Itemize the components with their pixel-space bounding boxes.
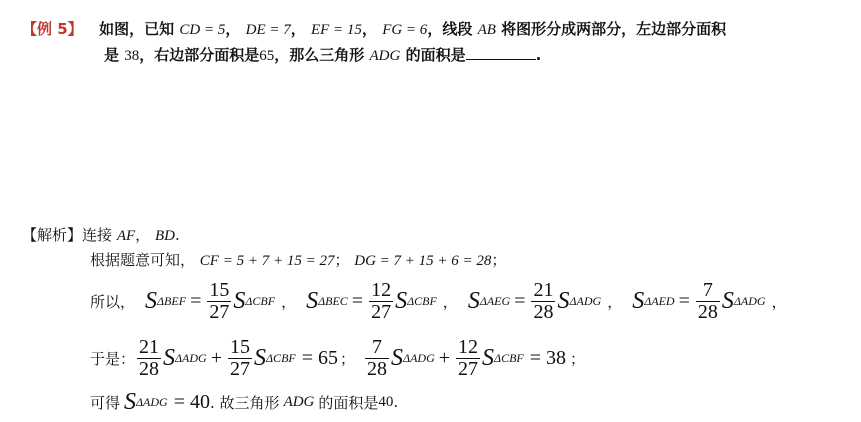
numerator: 12 bbox=[458, 335, 479, 358]
question-text: 是 bbox=[104, 46, 120, 64]
solution-line-3 bbox=[90, 274, 787, 328]
question-text: 将图形分成两部分，左边部分面积 bbox=[501, 20, 727, 38]
fraction bbox=[531, 280, 555, 323]
numerator: 7 bbox=[702, 278, 713, 301]
sep: ； bbox=[340, 349, 356, 368]
subscript: ΔCBF bbox=[266, 350, 296, 365]
equals: = bbox=[678, 289, 690, 312]
subscript: ΔADG bbox=[403, 350, 435, 365]
sep: ， bbox=[225, 20, 241, 38]
subscript: ΔCBF bbox=[407, 293, 437, 308]
fraction bbox=[228, 337, 252, 380]
denominator: 27 bbox=[371, 300, 392, 323]
solution-line-4 bbox=[90, 331, 585, 385]
expr-adg: ADG bbox=[283, 393, 315, 410]
plus: + bbox=[438, 346, 451, 369]
question-text: 的面积是 bbox=[405, 46, 466, 64]
example-tag: 【例 5】 bbox=[22, 20, 83, 38]
expr-dg-sum: DG = 7 + 15 + 6 = 28 bbox=[354, 253, 492, 269]
question-text: ，线段 bbox=[427, 20, 473, 38]
denominator: 28 bbox=[533, 300, 554, 323]
expr-ab: AB bbox=[477, 22, 496, 38]
question-text: 如图，已知 bbox=[99, 20, 175, 38]
solution-text: 的面积是 bbox=[318, 393, 379, 412]
denominator: 28 bbox=[367, 357, 388, 380]
subscript: ΔCBF bbox=[494, 350, 524, 365]
sep: ， bbox=[771, 292, 787, 311]
solution-text: 根据题意可知， bbox=[90, 251, 196, 269]
subscript: ΔAED bbox=[644, 293, 675, 308]
area-symbol: S bbox=[467, 287, 480, 314]
sep: ， bbox=[135, 226, 151, 244]
number-38: 38 bbox=[124, 48, 140, 64]
equation-result: = 40 bbox=[173, 390, 211, 413]
denominator: 28 bbox=[139, 357, 160, 380]
area-symbol: S bbox=[254, 344, 267, 371]
area-symbol: S bbox=[632, 287, 645, 314]
subscript: ΔADG bbox=[136, 394, 168, 409]
equals: = bbox=[351, 289, 364, 312]
fraction bbox=[369, 280, 393, 323]
fraction bbox=[207, 280, 231, 323]
numerator: 15 bbox=[230, 335, 251, 358]
solution-text: 所以， bbox=[90, 292, 136, 311]
area-symbol: S bbox=[721, 287, 734, 314]
sep: ； bbox=[570, 349, 586, 368]
sep: ， bbox=[442, 292, 458, 311]
question-line-1 bbox=[22, 18, 726, 39]
numerator: 15 bbox=[209, 278, 230, 301]
denominator: 28 bbox=[697, 300, 718, 323]
sep: ； bbox=[334, 251, 350, 269]
denominator: 27 bbox=[458, 357, 479, 380]
fraction bbox=[456, 337, 480, 380]
expr-cf-sum: CF = 5 + 7 + 15 = 27 bbox=[199, 253, 335, 269]
solution-line-1 bbox=[22, 224, 180, 245]
sep: ， bbox=[290, 20, 306, 38]
solution-text: . 故三角形 bbox=[210, 393, 280, 412]
equation-result: = 38 bbox=[529, 346, 567, 369]
equals: = bbox=[190, 289, 202, 312]
subscript: ΔBEC bbox=[318, 293, 348, 308]
fraction bbox=[696, 280, 720, 323]
area-symbol: S bbox=[395, 287, 408, 314]
subscript: ΔBEF bbox=[157, 293, 187, 308]
solution-text: 于是： bbox=[90, 349, 136, 368]
denominator: 27 bbox=[230, 357, 251, 380]
sep: ， bbox=[361, 20, 377, 38]
period: . bbox=[393, 393, 399, 411]
subscript: ΔADG bbox=[733, 293, 766, 308]
sep: ， bbox=[607, 292, 623, 311]
expr-fg: FG = 6 bbox=[382, 22, 428, 38]
answer-value: 40 bbox=[378, 393, 394, 410]
area-symbol: S bbox=[233, 287, 246, 314]
area-symbol: S bbox=[557, 287, 570, 314]
solution-line-2 bbox=[90, 249, 506, 270]
subscript: ΔADG bbox=[175, 350, 207, 365]
fraction bbox=[365, 337, 389, 380]
denominator: 27 bbox=[209, 300, 230, 323]
subscript: ΔAEG bbox=[479, 293, 511, 308]
plus: + bbox=[210, 346, 223, 369]
numerator: 21 bbox=[533, 278, 554, 301]
solution-text: 连接 bbox=[82, 226, 113, 244]
solution-tag: 【解析】 bbox=[22, 226, 83, 244]
period: . bbox=[174, 226, 180, 244]
fraction bbox=[137, 337, 161, 380]
subscript: ΔCBF bbox=[245, 293, 276, 308]
numerator: 12 bbox=[371, 278, 392, 301]
area-symbol: S bbox=[163, 344, 176, 371]
expr-bd: BD bbox=[154, 228, 175, 244]
equation-result: = 65 bbox=[301, 346, 339, 369]
subscript: ΔADG bbox=[569, 293, 602, 308]
sep: ， bbox=[281, 292, 297, 311]
expr-af: AF bbox=[116, 228, 136, 244]
equals: = bbox=[514, 289, 526, 312]
area-symbol: S bbox=[482, 344, 495, 371]
numerator: 21 bbox=[139, 335, 160, 358]
area-symbol: S bbox=[145, 287, 158, 314]
solution-text: 可得 bbox=[90, 393, 121, 412]
area-symbol: S bbox=[306, 287, 319, 314]
sep: ； bbox=[491, 251, 507, 269]
period: . bbox=[535, 46, 542, 64]
expr-adg: ADG bbox=[369, 48, 401, 64]
question-text: ，右边部分面积是 bbox=[139, 46, 260, 64]
expr-ef: EF = 15 bbox=[310, 22, 362, 38]
question-text: ，那么三角形 bbox=[274, 46, 365, 64]
question-line-2 bbox=[104, 44, 541, 65]
area-symbol: S bbox=[124, 388, 137, 415]
expr-de: DE = 7 bbox=[245, 22, 291, 38]
expr-cd: CD = 5 bbox=[179, 22, 226, 38]
area-symbol: S bbox=[391, 344, 404, 371]
number-65: 65 bbox=[259, 48, 275, 64]
answer-blank bbox=[466, 45, 536, 60]
solution-line-5 bbox=[90, 386, 398, 418]
numerator: 7 bbox=[372, 335, 383, 358]
